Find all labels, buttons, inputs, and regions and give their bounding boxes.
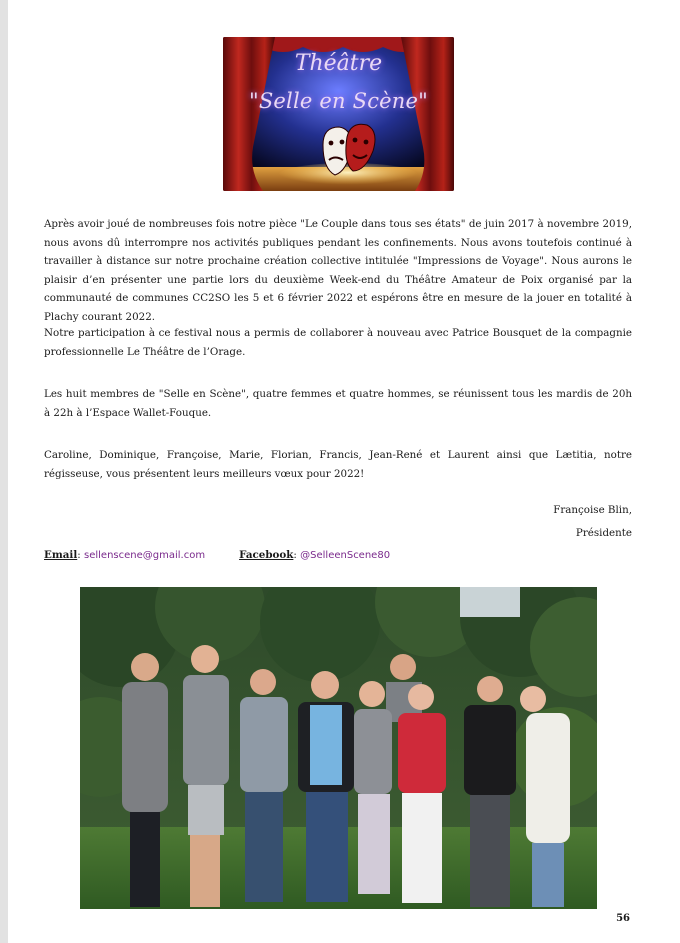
- logo-title-line2: "Selle en Scène": [248, 89, 429, 113]
- paragraph-activities: Après avoir joué de nombreuses fois notre pièce "Le Couple dans tous ses états" de juin 2017 à novembre 2019, nous avons dû interrompre nos activités publiques pendant les confinements. Nous avons toutefois continué à travailler à distance sur notre prochaine création collective intitulée "Impressions de Voyage". Nous aurons le plaisir d’en présenter une partie lors du deuxième Week-end du Théâtre Amateur de Poix organisé par la communauté de communes CC2SO les 5 et 6 février 2022 et espérons être en mesure de la jouer en totalité à Plachy courant 2022.: [44, 218, 632, 323]
- paragraph-wishes: Caroline, Dominique, Françoise, Marie, Florian, Francis, Jean-René et Laurent ainsi que Lætitia, notre régisseuse, vous présentent leurs meilleurs vœux pour 2022!: [44, 449, 632, 480]
- email-separator: :: [77, 549, 84, 561]
- facebook-link[interactable]: @SelleenScene80: [300, 550, 391, 561]
- paragraph-members: Les huit membres de "Selle en Scène", quatre femmes et quatre hommes, se réunissent tous les mardis de 20h à 22h à l’Espace Wallet-Fouque.: [44, 388, 632, 419]
- email-link[interactable]: sellenscene@gmail.com: [84, 550, 206, 561]
- group-photo-illustration: [80, 587, 597, 909]
- contact-line: [44, 549, 390, 561]
- paragraph-festival: Notre participation à ce festival nous a permis de collaborer à nouveau avec Patrice Bousquet de la compagnie professionnelle Le Théâtre de l’Orage.: [44, 327, 632, 358]
- group-photo: [80, 587, 597, 909]
- theatre-logo: [223, 37, 454, 191]
- signature-role: Présidente: [575, 527, 632, 539]
- facebook-separator: :: [293, 549, 301, 561]
- page-edge: [0, 0, 8, 943]
- signature-name: Françoise Blin,: [553, 504, 632, 516]
- logo-title-line1: Théâtre: [294, 51, 383, 76]
- email-label: Email: [44, 549, 78, 561]
- facebook-label: Facebook: [239, 549, 294, 561]
- page-number: 56: [616, 913, 630, 924]
